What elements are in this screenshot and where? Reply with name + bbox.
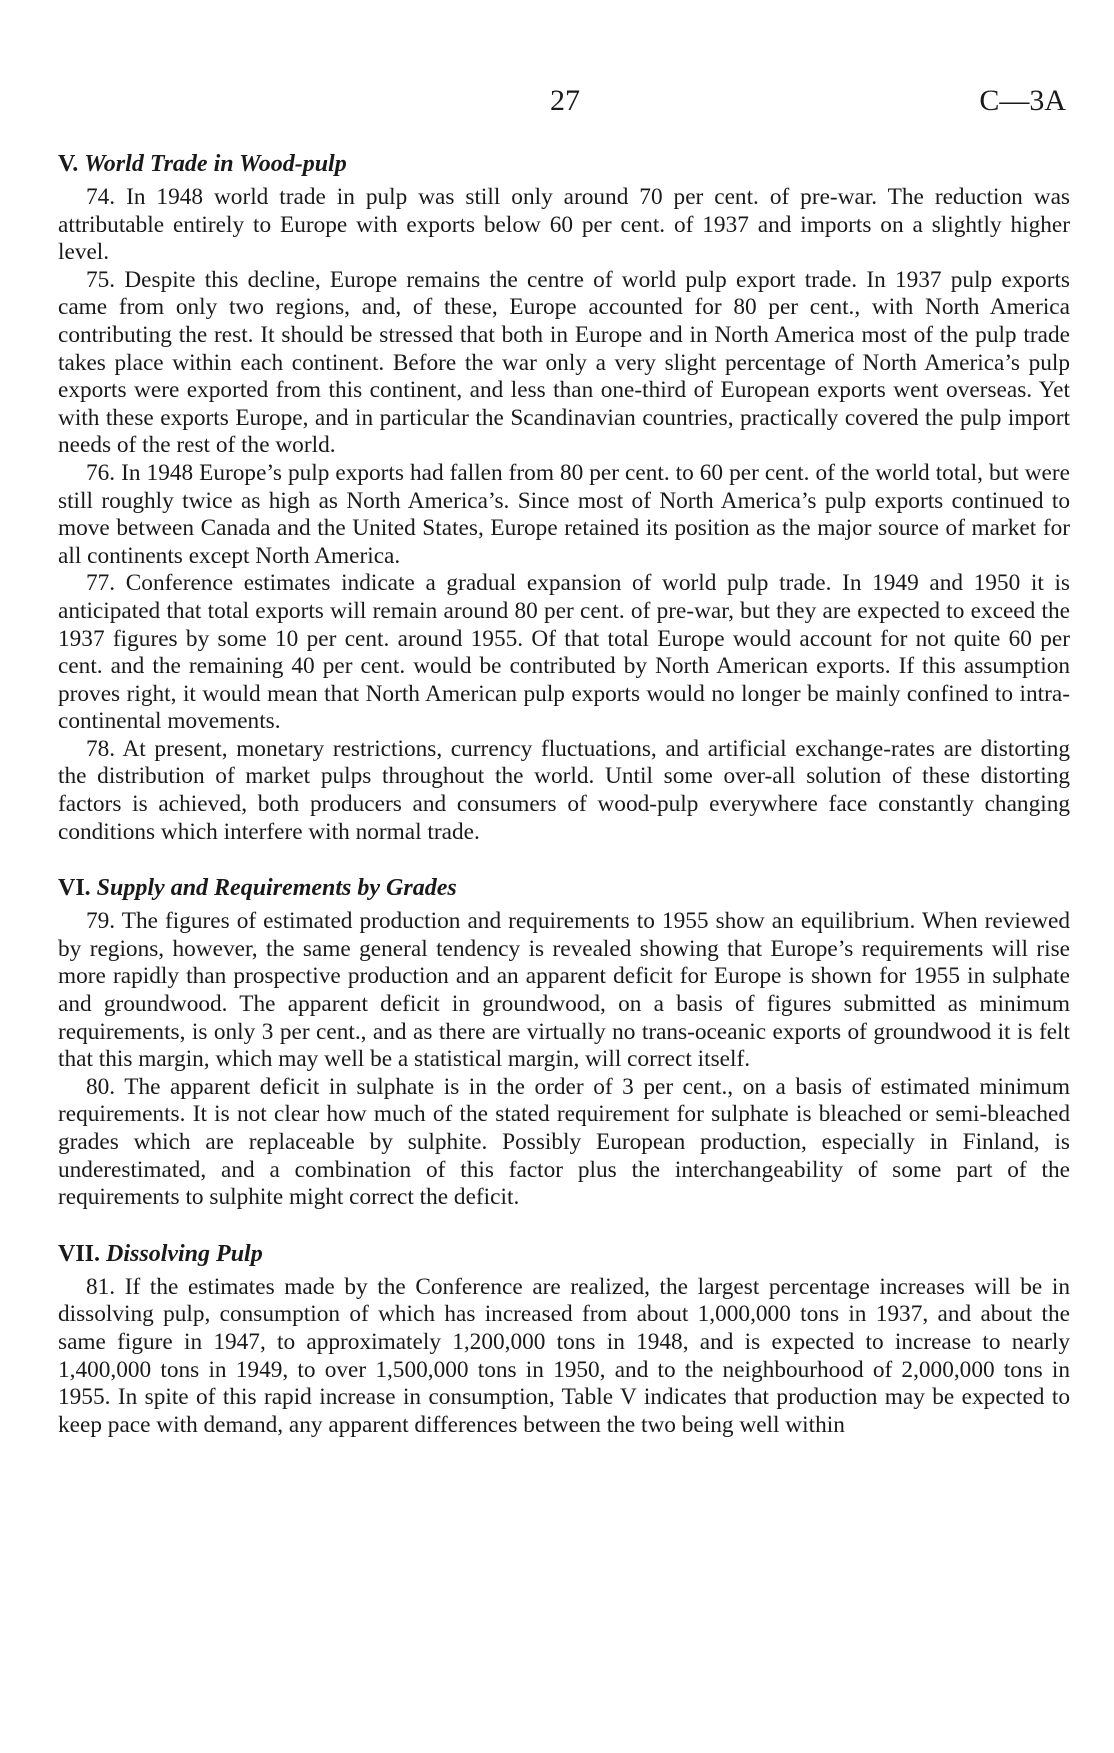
section-spacer bbox=[58, 1212, 1070, 1240]
section-heading bbox=[58, 1240, 1070, 1268]
section-number: V. bbox=[58, 151, 79, 177]
section-heading bbox=[58, 874, 1070, 902]
paragraph-77: 77. Conference estimates indicate a gradual expansion of world pulp trade. In 1949 and 1950 it is anticipated that total exports will remain around 80 per cent. of pre-war, but they are expected to exceed the 1937 figures by some 10 per cent. around 1955. Of that total Europe would account for not quite 60 per cent. and the remaining 40 per cent. would be contributed by North American exports. If this assumption proves right, it would mean that North American pulp exports would no longer be mainly confined to intra-continental movements. bbox=[58, 570, 1070, 735]
section-number: VI. bbox=[58, 875, 91, 902]
page-header bbox=[0, 84, 1114, 124]
section-spacer bbox=[58, 846, 1070, 874]
section-title: Dissolving Pulp bbox=[106, 1240, 263, 1267]
paragraph-79: 79. The figures of estimated production and requirements to 1955 show an equilibrium. When reviewed by regions, however, the same general tendency is revealed showing that Europe’s requirements will rise more rapidly than prospective production and an apparent deficit for Europe is shown for 1955 in sulphate and groundwood. The apparent deficit in groundwood, on a basis of figures submitted as minimum requirements, is only 3 per cent., and as there are virtually no trans-oceanic exports of groundwood it is felt that this margin, which may well be a statistical margin, will correct itself. bbox=[58, 908, 1070, 1073]
section-heading bbox=[58, 150, 1070, 178]
paragraph-81: 81. If the estimates made by the Conference are realized, the largest percentage increases will be in dissolving pulp, consumption of which has increased from about 1,000,000 tons in 1937, and about the same figure in 1947, to approximately 1,200,000 tons in 1948, and is expected to increase to nearly 1,400,000 tons in 1949, to over 1,500,000 tons in 1950, and to the neighbourhood of 2,000,000 tons in 1955. In spite of this rapid increase in consumption, Table V indicates that production may be expected to keep pace with demand, any apparent differences between the two being well within bbox=[58, 1273, 1070, 1438]
document-reference: C—3A bbox=[979, 84, 1066, 117]
section-title: Supply and Requirements by Grades bbox=[96, 875, 457, 902]
section-title: World Trade in Wood-pulp bbox=[84, 151, 347, 177]
section-dissolving-pulp bbox=[58, 1240, 1070, 1440]
page-body bbox=[58, 150, 1070, 1439]
section-number: VII. bbox=[58, 1240, 101, 1267]
paragraph-74: 74. In 1948 world trade in pulp was still only around 70 per cent. of pre-war. The reduction was attributable entirely to Europe with exports below 60 per cent. of 1937 and imports on a slightly higher level. bbox=[58, 184, 1070, 266]
paragraph-80: 80. The apparent deficit in sulphate is in the order of 3 per cent., on a basis of estimated minimum requirements. It is not clear how much of the stated requirement for sulphate is bleached or semi-bleached grades which are replaceable by sulphite. Possibly European production, especially in Finland, is underestimated, and a combination of this factor plus the interchangeability of some part of the requirements to sulphite might correct the deficit. bbox=[58, 1073, 1070, 1211]
paragraph-75: 75. Despite this decline, Europe remains the centre of world pulp export trade. In 1937 pulp exports came from only two regions, and, of these, Europe accounted for 80 per cent., with North America contributing the rest. It should be stressed that both in Europe and in North America most of the pulp trade takes place within each continent. Before the war only a very slight percentage of North America’s pulp exports were exported from this continent, and less than one-third of European exports went overseas. Yet with these exports Europe, and in particular the Scandinavian countries, practically covered the pulp import needs of the rest of the world. bbox=[58, 266, 1070, 459]
section-supply-requirements bbox=[58, 874, 1070, 1212]
paragraph-76: 76. In 1948 Europe’s pulp exports had fallen from 80 per cent. to 60 per cent. of the world total, but were still roughly twice as high as North America’s. Since most of North America’s pulp exports continued to move between Canada and the United States, Europe retained its position as the major source of market for all continents except North America. bbox=[58, 459, 1070, 569]
paragraph-78: 78. At present, monetary restrictions, currency fluctuations, and artificial exchange-rates are distorting the distribution of market pulps throughout the world. Until some over-all solution of these distorting factors is achieved, both producers and consumers of wood-pulp everywhere face constantly changing conditions which interfere with normal trade. bbox=[58, 735, 1070, 845]
page-number: 27 bbox=[550, 84, 580, 117]
section-world-trade bbox=[58, 150, 1070, 846]
